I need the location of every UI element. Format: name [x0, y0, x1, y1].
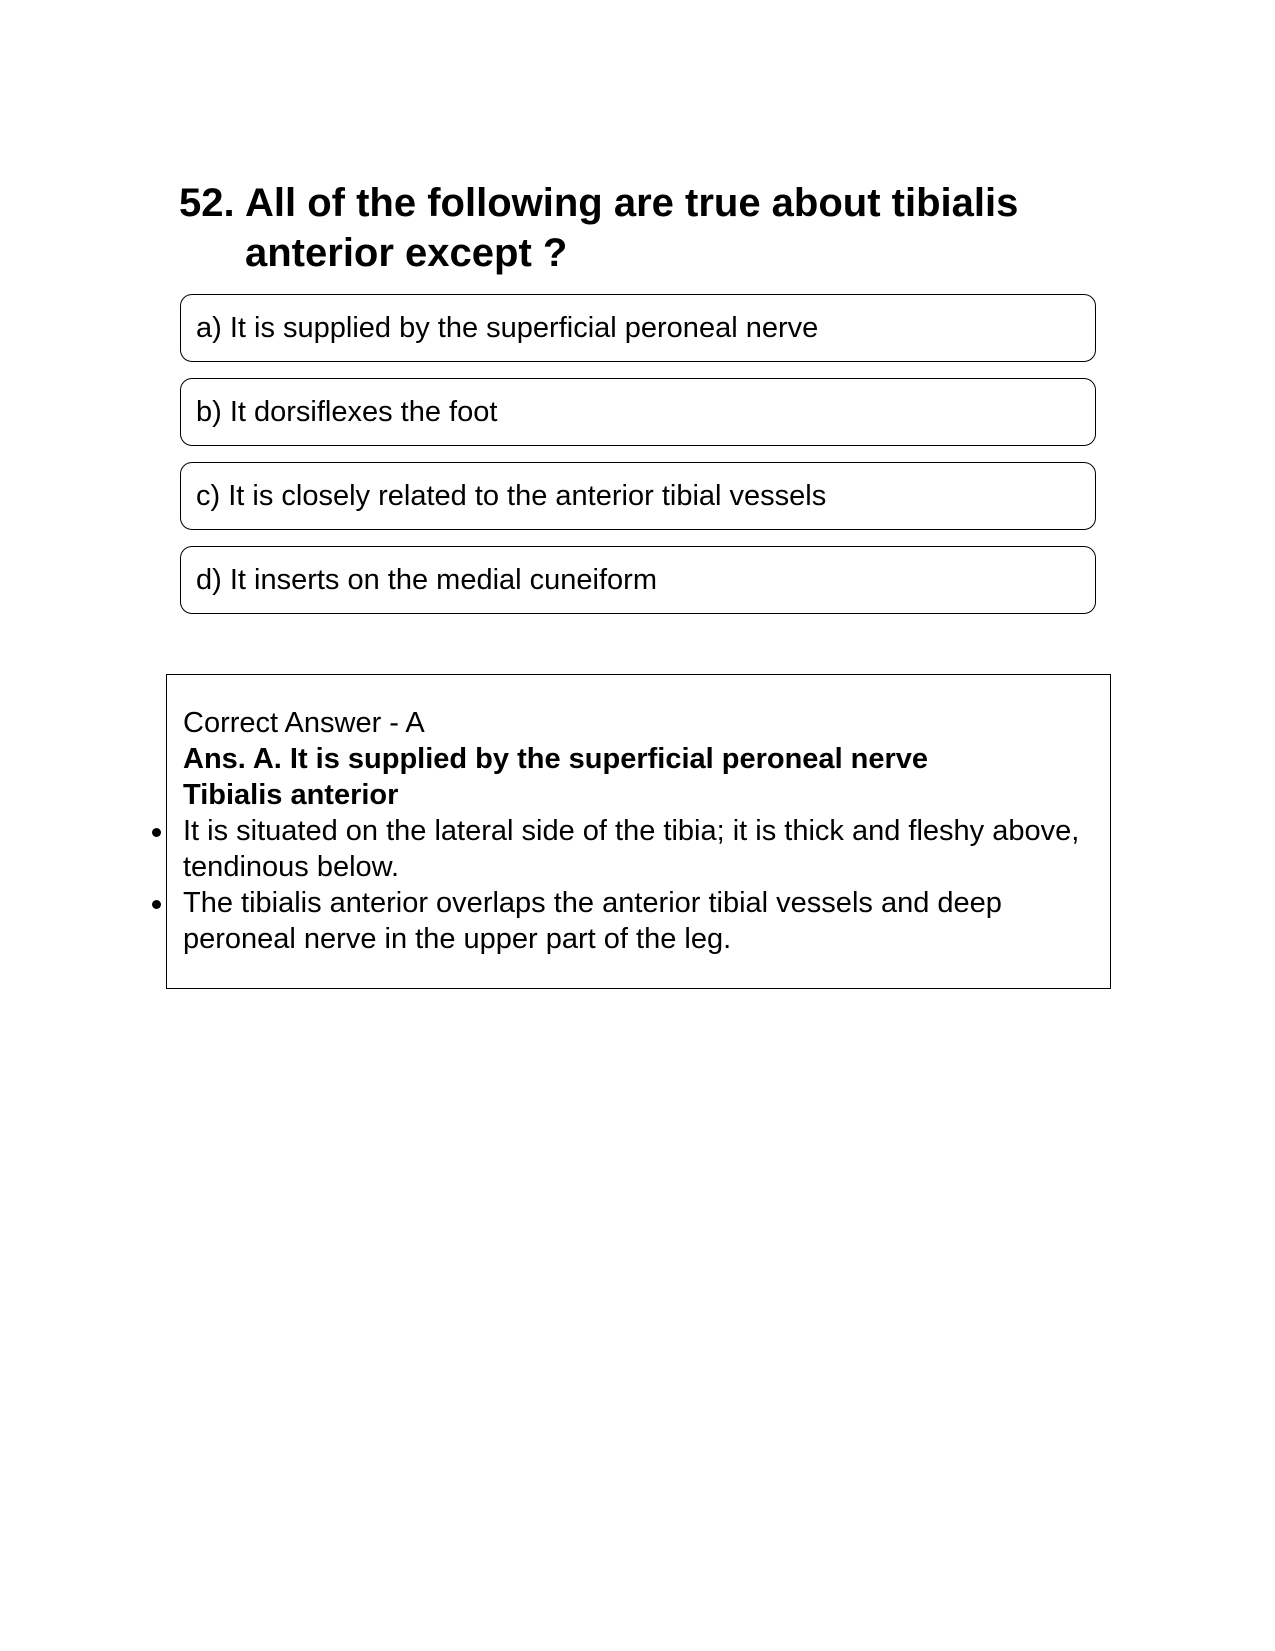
question-number: 52.	[179, 181, 235, 225]
option-b[interactable]	[180, 378, 1096, 446]
answer-subheading: Tibialis anterior	[183, 779, 399, 811]
option-d-label: d) It inserts on the medial cuneiform	[196, 564, 657, 596]
option-c-label: c) It is closely related to the anterior tibial vessels	[196, 480, 827, 512]
correct-answer-label: Correct Answer - A	[183, 707, 425, 739]
answer-explanation-box	[166, 674, 1111, 989]
option-d[interactable]	[180, 546, 1096, 614]
answer-heading: Ans. A. It is supplied by the superficial peroneal nerve	[183, 743, 929, 775]
bullet-icon	[152, 900, 161, 909]
option-b-label: b) It dorsiflexes the foot	[196, 396, 498, 428]
option-a[interactable]	[180, 294, 1096, 362]
options-list	[180, 294, 1096, 630]
bullet-item	[183, 813, 1090, 885]
option-c[interactable]	[180, 462, 1096, 530]
bullet-icon	[152, 828, 161, 837]
question-heading	[179, 178, 1099, 278]
bullet-text: The tibialis anterior overlaps the anterior tibial vessels and deep peroneal nerve in the upper part of the leg.	[183, 887, 1002, 955]
explanation-bullets	[183, 813, 1090, 957]
bullet-item	[183, 885, 1090, 957]
bullet-text: It is situated on the lateral side of the tibia; it is thick and fleshy above, tendinous below.	[183, 815, 1080, 883]
option-a-label: a) It is supplied by the superficial peroneal nerve	[196, 312, 819, 344]
question-text: All of the following are true about tibialis anterior except ?	[245, 181, 1019, 275]
